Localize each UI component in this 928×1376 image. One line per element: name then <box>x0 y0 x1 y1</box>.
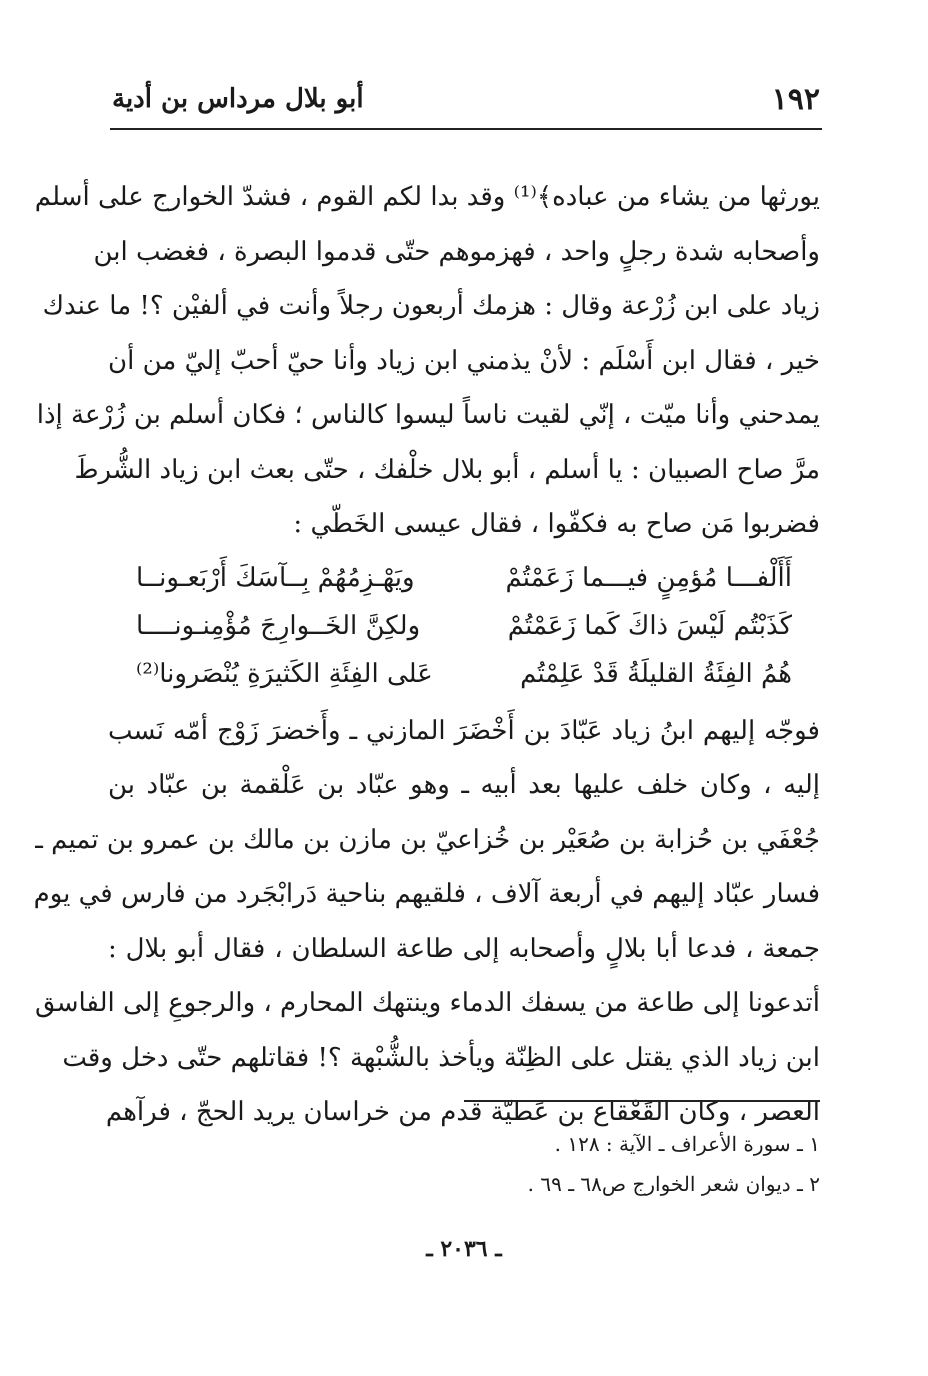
verse-second-hemistich: ولكِنَّ الخَــوارِجَ مُؤْمِنـونــــا <box>136 610 421 641</box>
text-line: جمعة ، فدعا أبا بلالٍ وأصحابه إلى طاعة السلطان ، فقال أبو بلال : <box>108 933 820 964</box>
verse-first-hemistich: هُمُ الفِئَةُ القليلَةُ قَدْ عَلِمْتُم <box>520 658 792 689</box>
poem-verses <box>108 554 820 698</box>
footnote: ٢ ـ ديوان شعر الخوارج ص٦٨ ـ ٦٩ . <box>527 1172 820 1196</box>
text-line: أتدعونا إلى طاعة من يسفك الدماء وينتهك المحارم ، والرجوعِ إلى الفاسق <box>35 988 820 1018</box>
footnote: ١ ـ سورة الأعراف ـ الآية : ١٢٨ . <box>554 1132 820 1156</box>
verse-first-hemistich: أَأَلْفـــا مُؤمِنٍ فيـــما زَعَمْتُمْ <box>505 562 792 593</box>
footer-page-number: ـ ٢٠٣٦ ـ <box>426 1236 502 1262</box>
text-line: مرَّ صاح الصبيان : يا أسلم ، أبو بلال خلْفك ، حتّى بعث ابن زياد الشُّرطَ <box>74 454 820 485</box>
text-line: جُعْفَي بن حُزابة بن صُعَيْر بن خُزاعيّ بن مازن بن مالك بن عمرو بن تميم ـ <box>35 824 820 855</box>
text-line: فوجّه إليهم ابنُ زياد عَبّادَ بن أَخْضَرَ المازني ـ وأَخضرَ زَوْج أمّه نَسب <box>108 715 820 746</box>
running-title: أبو بلال مرداس بن أدية <box>112 84 364 114</box>
footnotes <box>320 1124 820 1204</box>
text-line: فضربوا مَن صاح به فكفّوا ، فقال عيسى الخَطّي : <box>293 509 820 539</box>
footnote-separator <box>464 1100 820 1102</box>
page-header <box>112 72 820 122</box>
header-rule <box>110 128 822 130</box>
main-text <box>33 170 820 1140</box>
text-line: العصر ، وكان القَعْقاع بن عَطيّة قدم من خراسان يريد الحجّ ، فرآهم <box>105 1097 820 1127</box>
verse-line <box>108 602 820 650</box>
text-line: إليه ، وكان خلف عليها بعد أبيه ـ وهو عبّاد بن عَلْقمة بن عبّاد بن <box>108 770 820 800</box>
text-line: زياد على ابن زُرْعة وقال : هزمك أربعون رجلاً وأنت في ألفيْن ؟! ما عندك <box>42 291 820 321</box>
verse-second-hemistich: عَلى الفِئَةِ الكَثيرَةِ يُنْصَرونا⁽²⁾ <box>136 658 433 689</box>
text-line: ابن زياد الذي يقتل على الظِنّة ويأخذ بالشُّبْهة ؟! فقاتلهم حتّى دخل وقت <box>62 1042 820 1073</box>
text-line: يورثها من يشاء من عباده﴾⁽¹⁾ وقد بدا لكم القوم ، فشدّ الخوارج على أسلم <box>34 182 820 212</box>
header-page-number: ١٩٢ <box>771 82 820 117</box>
text-line: خير ، فقال ابن أَسْلَم : لأنْ يذمني ابن زياد وأنا حيّ أحبّ إليّ من أن <box>108 345 820 376</box>
verse-first-hemistich: كَذَبْتُم لَيْسَ ذاكَ كَما زَعَمْتُمْ <box>507 610 792 641</box>
text-line: فسار عبّاد إليهم في أربعة آلاف ، فلقيهم بناحية دَرابْجَرد من فارس في يوم <box>33 879 820 909</box>
verse-line <box>108 554 820 602</box>
text-line: يمدحني وأنا ميّت ، إنّي لقيت ناساً ليسوا كالناس ؛ فكان أسلم بن زُرْعة إذا <box>36 400 820 430</box>
text-line: وأصحابه شدة رجلٍ واحد ، فهزموهم حتّى قدموا البصرة ، فغضب ابن <box>93 236 820 267</box>
verse-second-hemistich: ويَهْـزِمُهُمْ بِــآسَكَ أَرْبَعـونــا <box>136 562 415 593</box>
verse-line <box>108 650 820 698</box>
